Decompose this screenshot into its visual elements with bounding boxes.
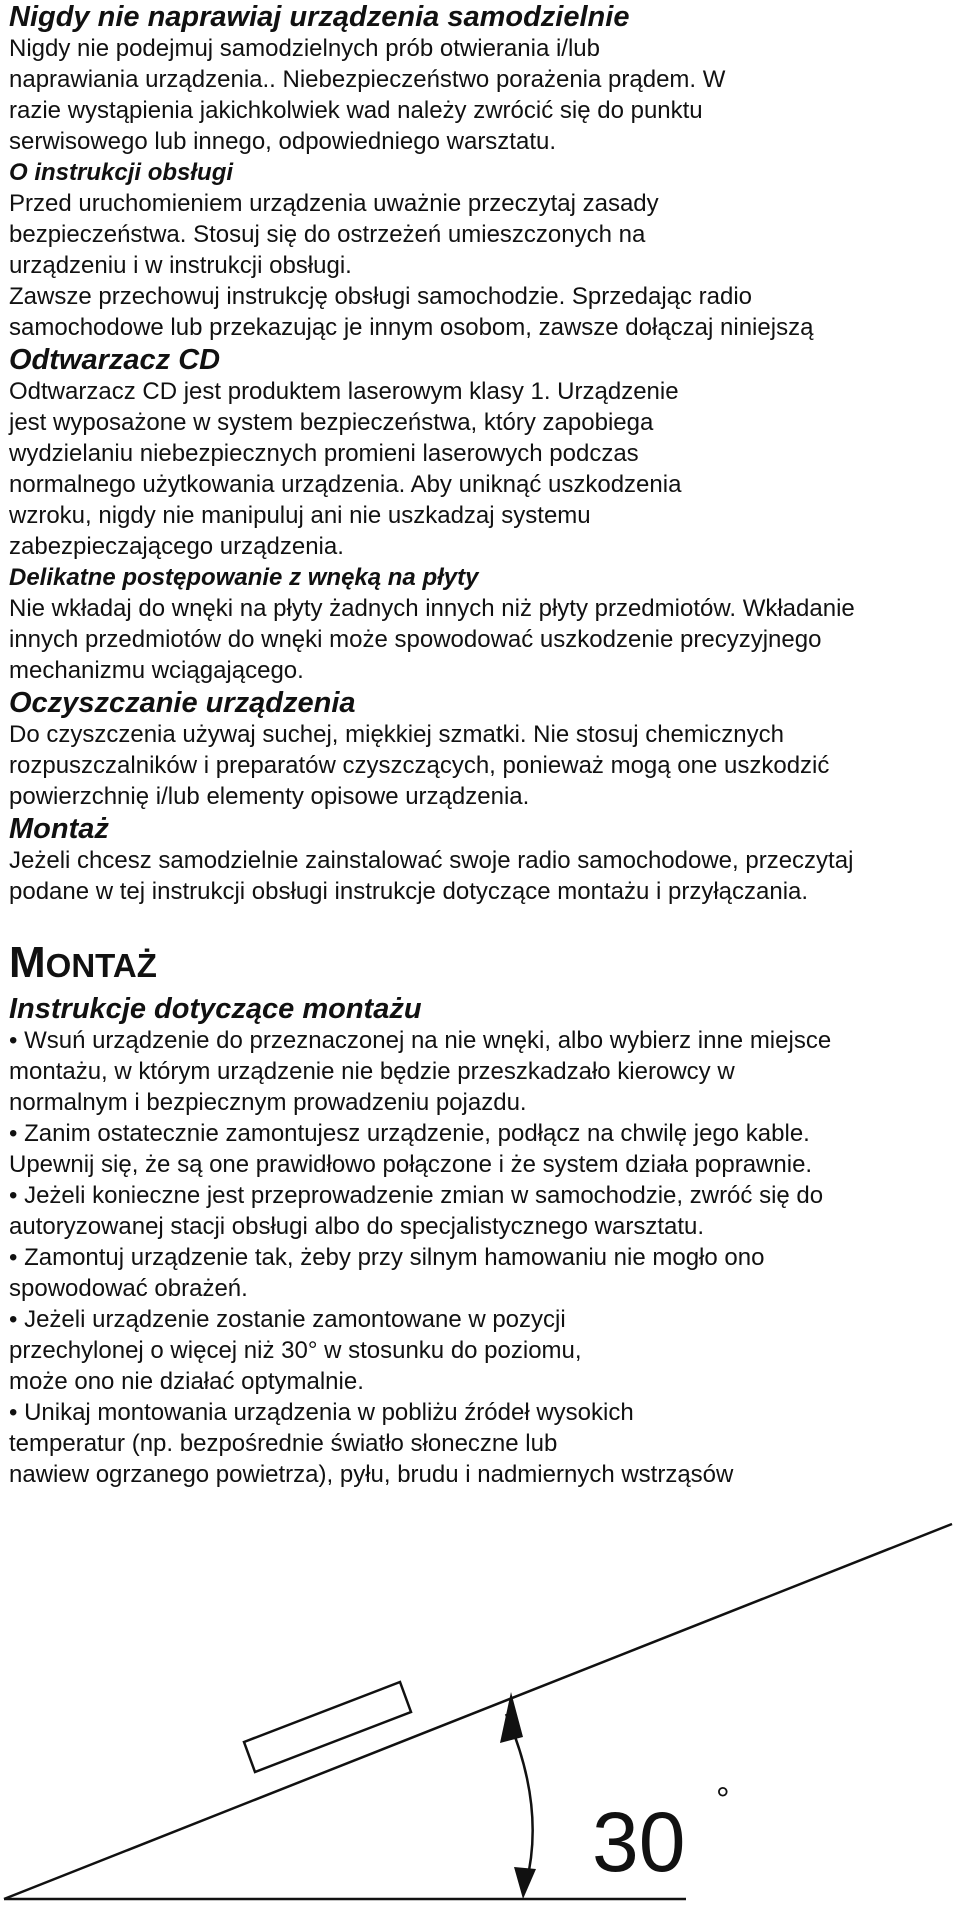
- section-body-mounting: Jeżeli chcesz samodzielnie zainstalować swoje radio samochodowe, przeczytaj podane w tej instrukcji obsługi instrukcje dotyczące montażu i przyłączania.: [9, 847, 854, 905]
- section-heading-cd-player: Odtwarzacz CD: [9, 344, 221, 376]
- section-body-cleaning: Do czyszczenia używaj suchej, miękkiej szmatki. Nie stosuj chemicznych rozpuszczalników i preparatów czyszczących, ponieważ mogą one uszkodzić powierzchnię i/lub elementy opisowe urządzenia.: [9, 721, 830, 810]
- chapter-title-rest: ONTAŻ: [45, 947, 157, 984]
- chapter-title: [9, 937, 954, 992]
- installation-heading: Instrukcje dotyczące montażu: [9, 993, 422, 1025]
- installation-bullet: • Unikaj montowania urządzenia w pobliżu źródeł wysokich temperatur (np. bezpośrednie światło słoneczne lub nawiew ogrzanego powietrza), pyłu, brudu i nadmiernych wstrząsów: [9, 1399, 734, 1488]
- section-heading-mounting: Montaż: [9, 813, 109, 845]
- arrow-head-up-icon: [500, 1692, 523, 1743]
- section-body-repair: Nigdy nie podejmuj samodzielnych prób otwierania i/lub naprawiania urządzenia.. Niebezpieczeństwo porażenia prądem. W razie wystąpienia jakichkolwiek wad należy zwrócić się do punktu serwisowego lub innego, odpowiedniego warsztatu.: [9, 35, 726, 155]
- section-heading-repair: Nigdy nie naprawiaj urządzenia samodzielnie: [9, 1, 630, 33]
- section-heading-cleaning: Oczyszczanie urządzenia: [9, 687, 356, 719]
- chapter-title-initial: M: [9, 938, 46, 987]
- section-body-manual: Przed uruchomieniem urządzenia uważnie przeczytaj zasady bezpieczeństwa. Stosuj się do ostrzeżeń umieszczonych na urządzeniu i w instrukcji obsługi. Zawsze przechowuj instrukcję obsługi samochodzie. Sprzedając radio samochodowe lub przekazując je innym osobom, zawsze dołączaj niniejszą: [9, 190, 814, 341]
- installation-bullet: • Jeżeli konieczne jest przeprowadzenie zmian w samochodzie, zwróć się do autoryzowanej stacji obsługi albo do specjalistycznego warsztatu.: [9, 1182, 824, 1240]
- incline-line: [4, 1524, 952, 1899]
- spacer: [9, 907, 954, 937]
- device-rectangle: [244, 1682, 411, 1772]
- section-body-cd-player: Odtwarzacz CD jest produktem laserowym klasy 1. Urządzenie jest wyposażone w system bezpieczeństwa, który zapobiega wydzielaniu niebezpiecznych promieni laserowych podczas normalnego użytkowania urządzenia. Aby uniknąć uszkodzenia wzroku, nigdy nie manipuluj ani nie uszkadzaj systemu zabezpieczającego urządzenia.: [9, 378, 682, 560]
- installation-bullet-list: [9, 1025, 954, 1490]
- installation-bullet: • Zamontuj urządzenie tak, żeby przy silnym hamowaniu nie mogło ono spowodować obrażeń.: [9, 1244, 765, 1302]
- mounting-angle-figure: [0, 1515, 960, 1909]
- document-page: [9, 0, 954, 1490]
- section-body-disc-slot: Nie wkładaj do wnęki na płyty żadnych innych niż płyty przedmiotów. Wkładanie innych przedmiotów do wnęki może spowodować uszkodzenie precyzyjnego mechanizmu wciągającego.: [9, 595, 855, 684]
- arrow-head-down-icon: [514, 1867, 536, 1899]
- installation-bullet: • Wsuń urządzenie do przeznaczonej na nie wnęki, albo wybierz inne miejsce montażu, w którym urządzenie nie będzie przeszkadzało kierowcy w normalnym i bezpiecznym prowadzeniu pojazdu.: [9, 1027, 832, 1116]
- section-heading-manual: O instrukcji obsługi: [9, 159, 234, 186]
- degree-symbol: °: [716, 1781, 730, 1819]
- installation-bullet: • Zanim ostatecznie zamontujesz urządzenie, podłącz na chwilę jego kable. Upewnij się, że są one prawidłowo połączone i że system działa poprawnie.: [9, 1120, 813, 1178]
- section-heading-disc-slot: Delikatne postępowanie z wnęką na płyty: [9, 564, 479, 591]
- angle-value-label: 30: [592, 1795, 686, 1889]
- installation-bullet: • Jeżeli urządzenie zostanie zamontowane w pozycji przechylonej o więcej niż 30° w stosunku do poziomu, może ono nie działać optymalnie.: [9, 1306, 582, 1395]
